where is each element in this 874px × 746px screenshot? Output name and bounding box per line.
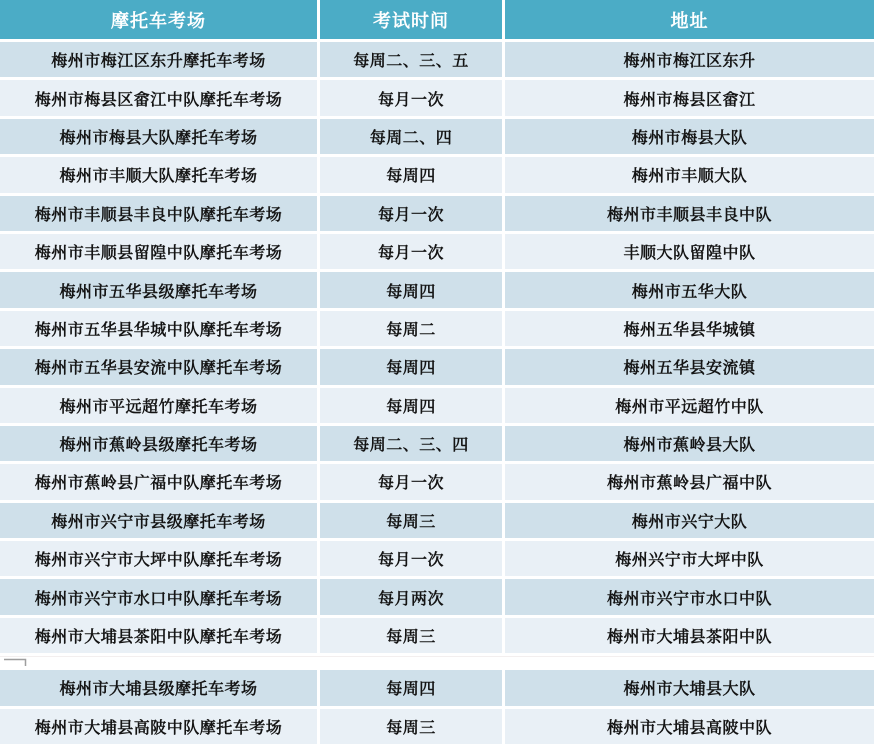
address-cell: 梅州市大埔县高陂中队 xyxy=(505,709,874,744)
address-cell: 梅州市梅县大队 xyxy=(505,119,874,154)
venue-cell: 梅州市平远超竹摩托车考场 xyxy=(0,388,317,423)
time-cell: 每周四 xyxy=(320,670,502,705)
table-row xyxy=(0,196,874,231)
table-row xyxy=(0,234,874,269)
time-cell: 每月一次 xyxy=(320,541,502,576)
venue-cell: 梅州市大埔县茶阳中队摩托车考场 xyxy=(0,618,317,653)
venue-cell: 梅州市兴宁市大坪中队摩托车考场 xyxy=(0,541,317,576)
address-cell: 梅州市蕉岭县广福中队 xyxy=(505,464,874,499)
venue-cell: 梅州市梅江区东升摩托车考场 xyxy=(0,42,317,77)
address-cell: 梅州五华县华城镇 xyxy=(505,311,874,346)
table-row xyxy=(0,464,874,499)
time-cell: 每周二、四 xyxy=(320,119,502,154)
venue-cell: 梅州市丰顺大队摩托车考场 xyxy=(0,157,317,192)
table-row xyxy=(0,670,874,705)
table-row xyxy=(0,272,874,307)
table-row xyxy=(0,618,874,653)
venue-cell: 梅州市兴宁市县级摩托车考场 xyxy=(0,503,317,538)
address-cell: 梅州市大埔县茶阳中队 xyxy=(505,618,874,653)
time-cell: 每周三 xyxy=(320,709,502,744)
venue-cell: 梅州市五华县华城中队摩托车考场 xyxy=(0,311,317,346)
table-section-separator xyxy=(0,656,874,667)
table-row xyxy=(0,388,874,423)
venue-cell: 梅州市大埔县级摩托车考场 xyxy=(0,670,317,705)
venue-cell: 梅州市丰顺县留隍中队摩托车考场 xyxy=(0,234,317,269)
table-row xyxy=(0,119,874,154)
table-row xyxy=(0,579,874,614)
time-cell: 每周三 xyxy=(320,503,502,538)
time-cell: 每周四 xyxy=(320,272,502,307)
table-row xyxy=(0,157,874,192)
table-row xyxy=(0,80,874,115)
table-body xyxy=(0,42,874,744)
venue-cell: 梅州市丰顺县丰良中队摩托车考场 xyxy=(0,196,317,231)
table-row xyxy=(0,709,874,744)
venue-cell: 梅州市梅县大队摩托车考场 xyxy=(0,119,317,154)
address-cell: 丰顺大队留隍中队 xyxy=(505,234,874,269)
time-cell: 每月一次 xyxy=(320,196,502,231)
table-row xyxy=(0,426,874,461)
time-cell: 每周四 xyxy=(320,388,502,423)
venue-cell: 梅州市五华县级摩托车考场 xyxy=(0,272,317,307)
address-cell: 梅州兴宁市大坪中队 xyxy=(505,541,874,576)
column-header-address: 地址 xyxy=(505,0,874,39)
address-cell: 梅州市丰顺大队 xyxy=(505,157,874,192)
venue-cell: 梅州市五华县安流中队摩托车考场 xyxy=(0,349,317,384)
address-cell: 梅州市蕉岭县大队 xyxy=(505,426,874,461)
table-row xyxy=(0,42,874,77)
venue-cell: 梅州市蕉岭县广福中队摩托车考场 xyxy=(0,464,317,499)
venue-cell: 梅州市兴宁市水口中队摩托车考场 xyxy=(0,579,317,614)
address-cell: 梅州市兴宁大队 xyxy=(505,503,874,538)
address-cell: 梅州市丰顺县丰良中队 xyxy=(505,196,874,231)
time-cell: 每周四 xyxy=(320,157,502,192)
time-cell: 每周二 xyxy=(320,311,502,346)
time-cell: 每月两次 xyxy=(320,579,502,614)
address-cell: 梅州市大埔县大队 xyxy=(505,670,874,705)
address-cell: 梅州市五华大队 xyxy=(505,272,874,307)
venue-cell: 梅州市蕉岭县级摩托车考场 xyxy=(0,426,317,461)
time-cell: 每周二、三、四 xyxy=(320,426,502,461)
table-header-row xyxy=(0,0,874,39)
time-cell: 每月一次 xyxy=(320,80,502,115)
venue-cell: 梅州市大埔县高陂中队摩托车考场 xyxy=(0,709,317,744)
time-cell: 每月一次 xyxy=(320,234,502,269)
address-cell: 梅州市梅江区东升 xyxy=(505,42,874,77)
time-cell: 每周二、三、五 xyxy=(320,42,502,77)
column-header-venue: 摩托车考场 xyxy=(0,0,317,39)
time-cell: 每周三 xyxy=(320,618,502,653)
time-cell: 每月一次 xyxy=(320,464,502,499)
table-row xyxy=(0,541,874,576)
address-cell: 梅州市兴宁市水口中队 xyxy=(505,579,874,614)
cell-border-fragment-icon xyxy=(0,658,34,668)
address-cell: 梅州市平远超竹中队 xyxy=(505,388,874,423)
table-row xyxy=(0,311,874,346)
time-cell: 每周四 xyxy=(320,349,502,384)
address-cell: 梅州市梅县区畲江 xyxy=(505,80,874,115)
table-row xyxy=(0,349,874,384)
venue-cell: 梅州市梅县区畲江中队摩托车考场 xyxy=(0,80,317,115)
address-cell: 梅州五华县安流镇 xyxy=(505,349,874,384)
column-header-time: 考试时间 xyxy=(320,0,502,39)
table-row xyxy=(0,503,874,538)
